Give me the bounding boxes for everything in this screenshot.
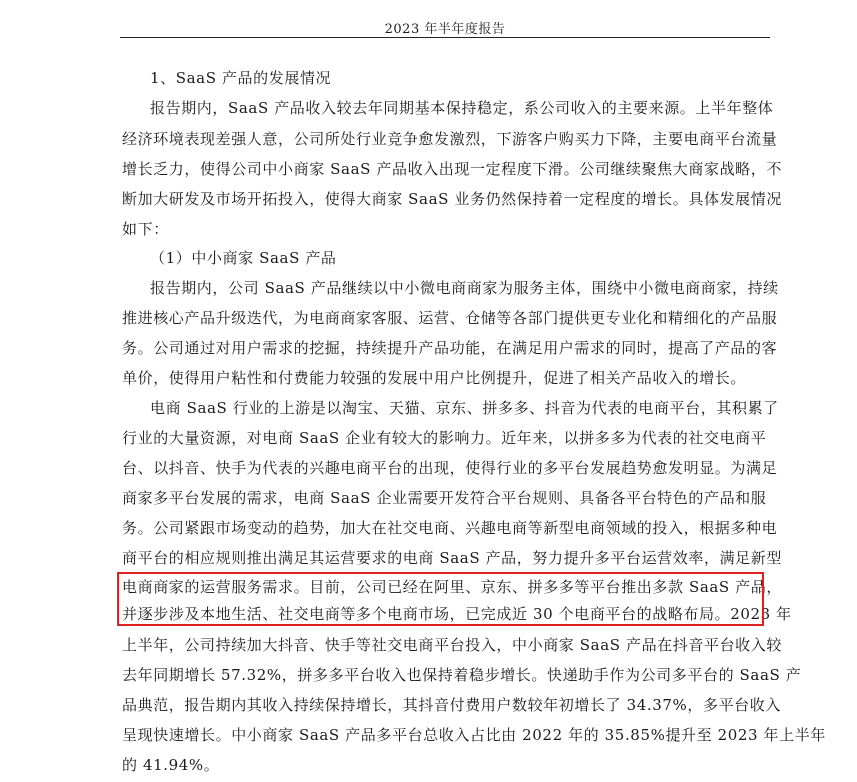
paragraph-line: 推进核心产品升级迭代，为电商商家客服、运营、仓储等各部门提供更专业化和精细化的产品服 (122, 309, 778, 327)
paragraph-line: 务。公司通过对用户需求的挖掘，持续提升产品功能，在满足用户需求的同时，提高了产品的客 (122, 339, 778, 357)
header-divider (120, 37, 770, 38)
paragraph-line: 电商 SaaS 行业的上游是以淘宝、天猫、京东、拼多多、抖音为代表的电商平台，其积累了 (150, 399, 779, 417)
paragraph-line: 行业的大量资源，对电商 SaaS 企业有较大的影响力。近年来，以拼多多为代表的社交电商平 (122, 429, 767, 447)
paragraph-line: 务。公司紧跟市场变动的趋势，加大在社交电商、兴趣电商等新型电商领域的投入，根据多种电 (122, 519, 778, 537)
paragraph-line: 报告期内，SaaS 产品收入较去年同期基本保持稳定，系公司收入的主要来源。上半年整体 (150, 99, 774, 117)
paragraph-line: 品典范，报告期内其收入持续保持增长，其抖音付费用户数较年初增长了 34.37%，多平台收入 (122, 696, 781, 714)
subsection-heading: （1）中小商家 SaaS 产品 (150, 249, 337, 267)
paragraph-line: 经济环境表现差强人意，公司所处行业竞争愈发激烈，下游客户购买力下降，主要电商平台流量 (122, 130, 778, 148)
paragraph-line: 如下： (122, 220, 169, 238)
paragraph-line: 上半年，公司持续加大抖音、快手等社交电商平台投入，中小商家 SaaS 产品在抖音平台收入较 (122, 636, 782, 654)
section-heading: 1、SaaS 产品的发展情况 (150, 69, 332, 87)
paragraph-line: 的 41.94%。 (122, 756, 220, 774)
paragraph-line: 增长乏力，使得公司中小商家 SaaS 产品收入出现一定程度下滑。公司继续聚焦大商家战略，不 (122, 160, 782, 178)
paragraph-line: 断加大研发及市场开拓投入，使得大商家 SaaS 业务仍然保持着一定程度的增长。具体发展情况 (122, 190, 782, 208)
paragraph-line: 呈现快速增长。中小商家 SaaS 产品多平台总收入占比由 2022 年的 35.85%提升至 2023 年上半年 (122, 726, 826, 744)
paragraph-line: 去年同期增长 57.32%，拼多多平台收入也保持着稳步增长。快递助手作为公司多平台的 SaaS 产 (122, 666, 802, 684)
red-highlight-box (117, 572, 764, 626)
paragraph-line: 单价，使得用户粘性和付费能力较强的发展中用户比例提升，促进了相关产品收入的增长。 (122, 369, 747, 387)
report-header-title: 2023 年半年度报告 (384, 22, 506, 37)
paragraph-line: 商平台的相应规则推出满足其运营要求的电商 SaaS 产品，努力提升多平台运营效率，满足新型 (122, 549, 782, 567)
paragraph-line: 商家多平台发展的需求，电商 SaaS 企业需要开发符合平台规则、具备各平台特色的产品和服 (122, 489, 767, 507)
highlighted-line: 电商商家的运营服务需求。目前，公司已经在阿里、京东、拼多多等平台推出多款 SaaS 产品， (122, 578, 782, 596)
paragraph-line: 报告期内，公司 SaaS 产品继续以中小微电商商家为服务主体，围绕中小微电商商家，持续 (150, 279, 779, 297)
paragraph-line: 台、以抖音、快手为代表的兴趣电商平台的出现，使得行业的多平台发展趋势愈发明显。为满足 (122, 459, 778, 477)
highlighted-line: 并逐步涉及本地生活、社交电商等多个电商市场，已完成近 30 个电商平台的战略布局。2023 年 (122, 605, 792, 623)
